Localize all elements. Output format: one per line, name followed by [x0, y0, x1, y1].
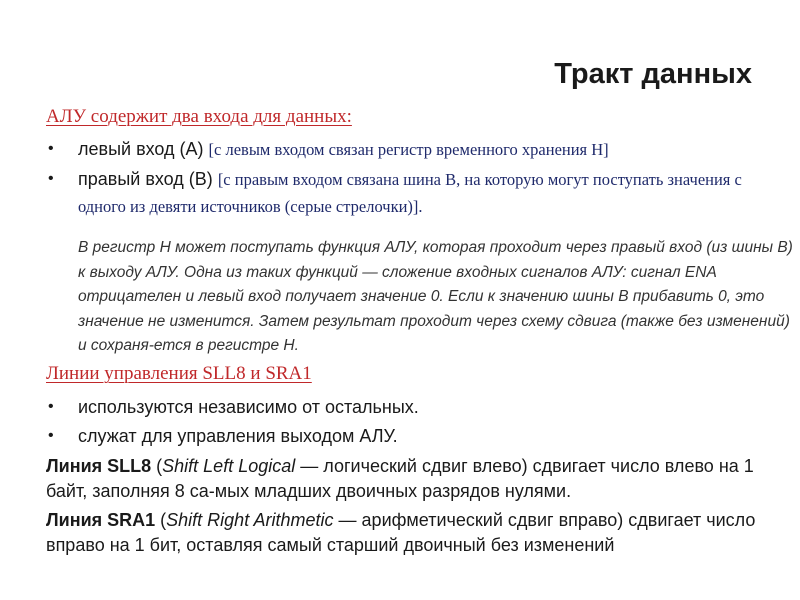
- sra1-description: [46, 508, 776, 558]
- line-open-paren: (: [151, 456, 163, 476]
- sll8-description: [46, 454, 776, 504]
- line-name: Линия SLL8: [46, 456, 152, 476]
- line-name: Линия SRA1: [46, 510, 156, 530]
- bullet-note: [с правым входом связана шина B, на которую могут поступать значения с одного из девяти источников (серые стрелочки)].: [78, 170, 742, 216]
- list-item: [46, 423, 776, 449]
- bullet-text: используются независимо от остальных.: [78, 397, 419, 417]
- register-h-paragraph: В регистр H может поступать функция АЛУ, которая проходит через правый вход (из шины B) к выходу АЛУ. Одна из таких функций — сложение входных сигналов АЛУ: сигнал ENA отрицателен и левый вход получает значение 0. Если к значению шины B прибавить 0, это значение не изменится. Затем результат проходит через схему сдвига (также без изменений) и сохраня-ется в регистре H.: [78, 239, 793, 354]
- line-text: — логический сдвиг влево) сдвигает число влево на 1 байт, заполняя 8 са-мых младших двоичных разрядов нулями.: [46, 456, 754, 501]
- section-heading-alu-inputs: АЛУ содержит два входа для данных:: [46, 106, 352, 127]
- bullet-text: правый вход (B): [78, 169, 218, 189]
- bullet-icon: •: [48, 140, 54, 157]
- line-open-paren: (: [155, 510, 167, 530]
- bullet-text: левый вход (A): [78, 139, 209, 159]
- alu-inputs-list: [46, 136, 776, 223]
- bullet-icon: •: [48, 398, 54, 415]
- bullet-icon: •: [48, 427, 54, 444]
- slide-title: Тракт данных: [554, 58, 752, 90]
- line-expansion: Shift Right Arithmetic: [166, 510, 334, 530]
- line-expansion: Shift Left Logical: [162, 456, 296, 476]
- list-item: [46, 136, 776, 163]
- list-item: [46, 166, 776, 220]
- bullet-text: служат для управления выходом АЛУ.: [78, 426, 398, 446]
- bullet-icon: •: [48, 170, 54, 187]
- bullet-note: [с левым входом связан регистр временного хранения H]: [208, 140, 609, 159]
- control-lines-list: [46, 394, 776, 452]
- section-heading-control-lines: Линии управления SLL8 и SRA1: [46, 363, 312, 384]
- list-item: [46, 394, 776, 420]
- line-text: — арифметический сдвиг вправо) сдвигает число вправо на 1 бит, оставляя самый старший двоичный без изменений: [46, 510, 756, 555]
